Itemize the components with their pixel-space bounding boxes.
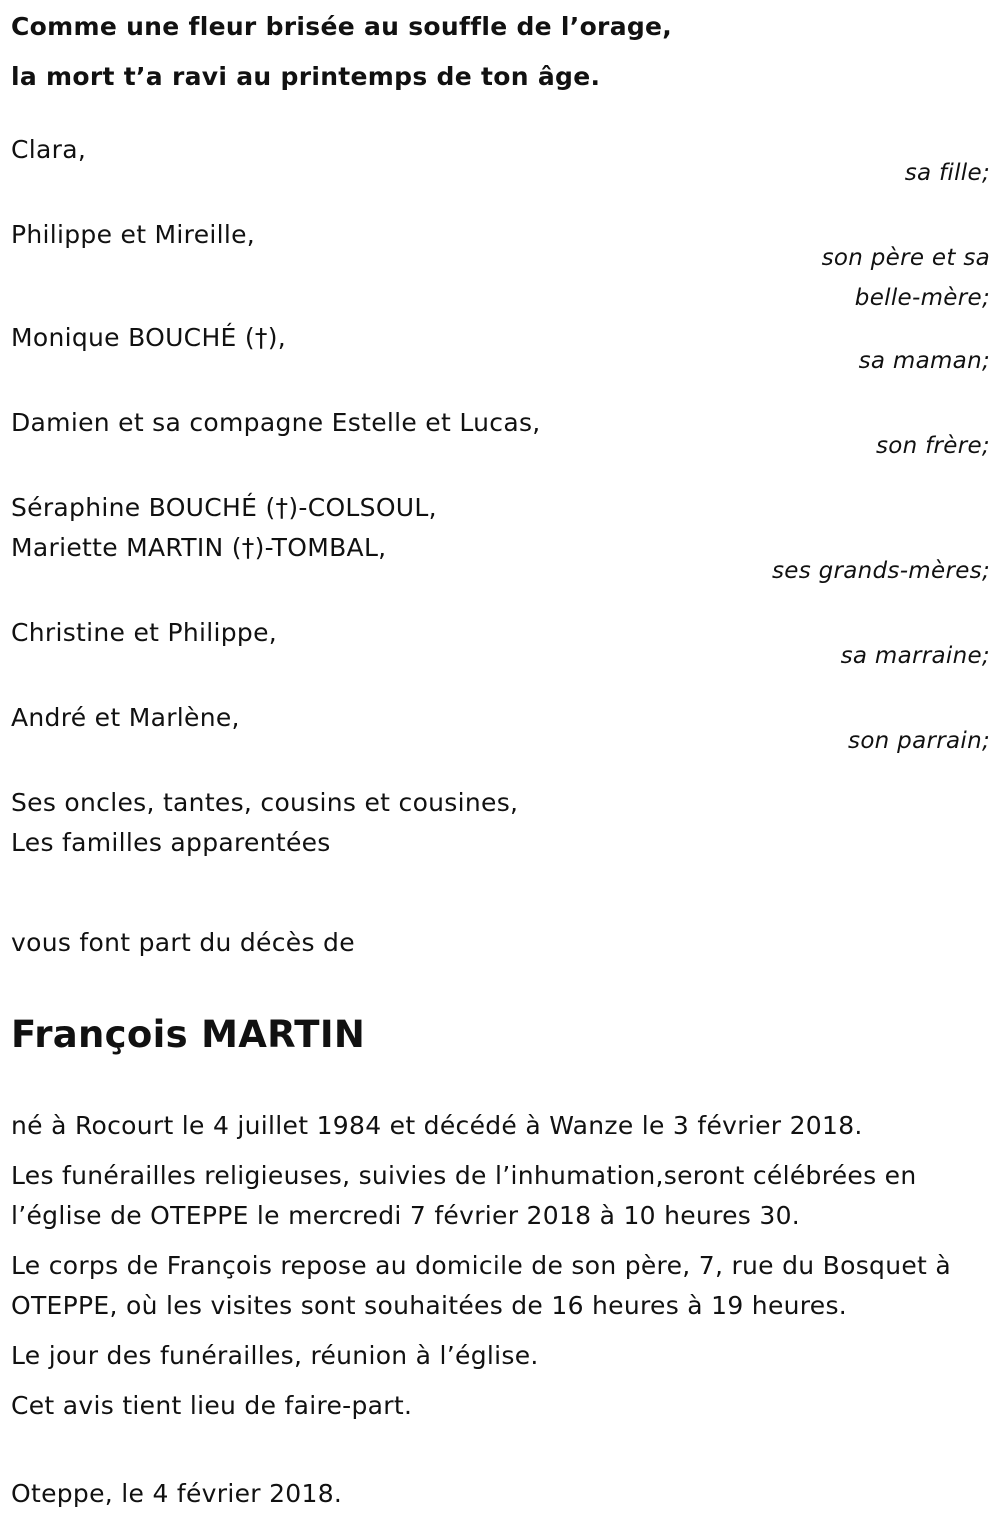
poem	[11, 0, 990, 102]
notice-info: Cet avis tient lieu de faire-part.	[11, 1391, 413, 1420]
family-relation: sa fille;	[904, 160, 990, 186]
gathering-info: Le jour des funérailles, réunion à l’église.	[11, 1341, 539, 1370]
place-date: Oteppe, le 4 février 2018.	[11, 1479, 343, 1508]
family-entry-godfather	[11, 698, 990, 761]
funeral-details	[11, 1106, 990, 1426]
family-relation: son frère;	[875, 433, 990, 459]
family-entry-daughter	[11, 130, 990, 193]
family-names-line-2: Les familles apparentées	[11, 828, 331, 857]
birth-death-info: né à Rocourt le 4 juillet 1984 et décédé à Wanze le 3 février 2018.	[11, 1111, 863, 1140]
family-names: Damien et sa compagne Estelle et Lucas,	[11, 408, 541, 437]
family-relation: ses grands-mères;	[771, 558, 990, 584]
funeral-ceremony-info: Les funérailles religieuses, suivies de l’inhumation,seront célébrées en l’église de OTEPPE le mercredi 7 février 2018 à 10 heures 30.	[11, 1161, 917, 1230]
family-relation: son parrain;	[848, 728, 990, 754]
poem-line-1: Comme une fleur brisée au souffle de l’orage,	[11, 12, 673, 41]
family-entry-extended	[11, 783, 990, 863]
family-entry-mother	[11, 318, 990, 381]
family-list	[11, 130, 990, 863]
visitation-info: Le corps de François repose au domicile de son père, 7, rue du Bosquet à OTEPPE, où les visites sont souhaitées de 16 heures à 19 heures.	[11, 1251, 952, 1320]
family-names: Monique BOUCHÉ (†),	[11, 323, 287, 352]
family-entry-godmother	[11, 613, 990, 676]
family-relation: sa marraine;	[840, 643, 990, 669]
family-entry-brother	[11, 403, 990, 466]
deceased-name: François MARTIN	[11, 1013, 366, 1056]
family-names: Philippe et Mireille,	[11, 220, 256, 249]
family-names-line-2: Mariette MARTIN (†)-TOMBAL,	[11, 533, 387, 562]
family-relation: sa maman;	[858, 348, 990, 374]
family-names: Clara,	[11, 135, 87, 164]
family-relation: son père et sa	[821, 245, 990, 271]
family-entry-father	[11, 215, 990, 318]
family-names: Ses oncles, tantes, cousins et cousines,	[11, 788, 519, 817]
announcement-text: vous font part du décès de	[11, 928, 355, 957]
family-entry-grandmothers	[11, 488, 990, 591]
family-relation-cont: belle-mère;	[854, 285, 990, 311]
poem-line-2: la mort t’a ravi au printemps de ton âge.	[11, 62, 601, 91]
family-names: Christine et Philippe,	[11, 618, 278, 647]
family-names: Séraphine BOUCHÉ (†)-COLSOUL,	[11, 493, 437, 522]
family-names: André et Marlène,	[11, 703, 240, 732]
